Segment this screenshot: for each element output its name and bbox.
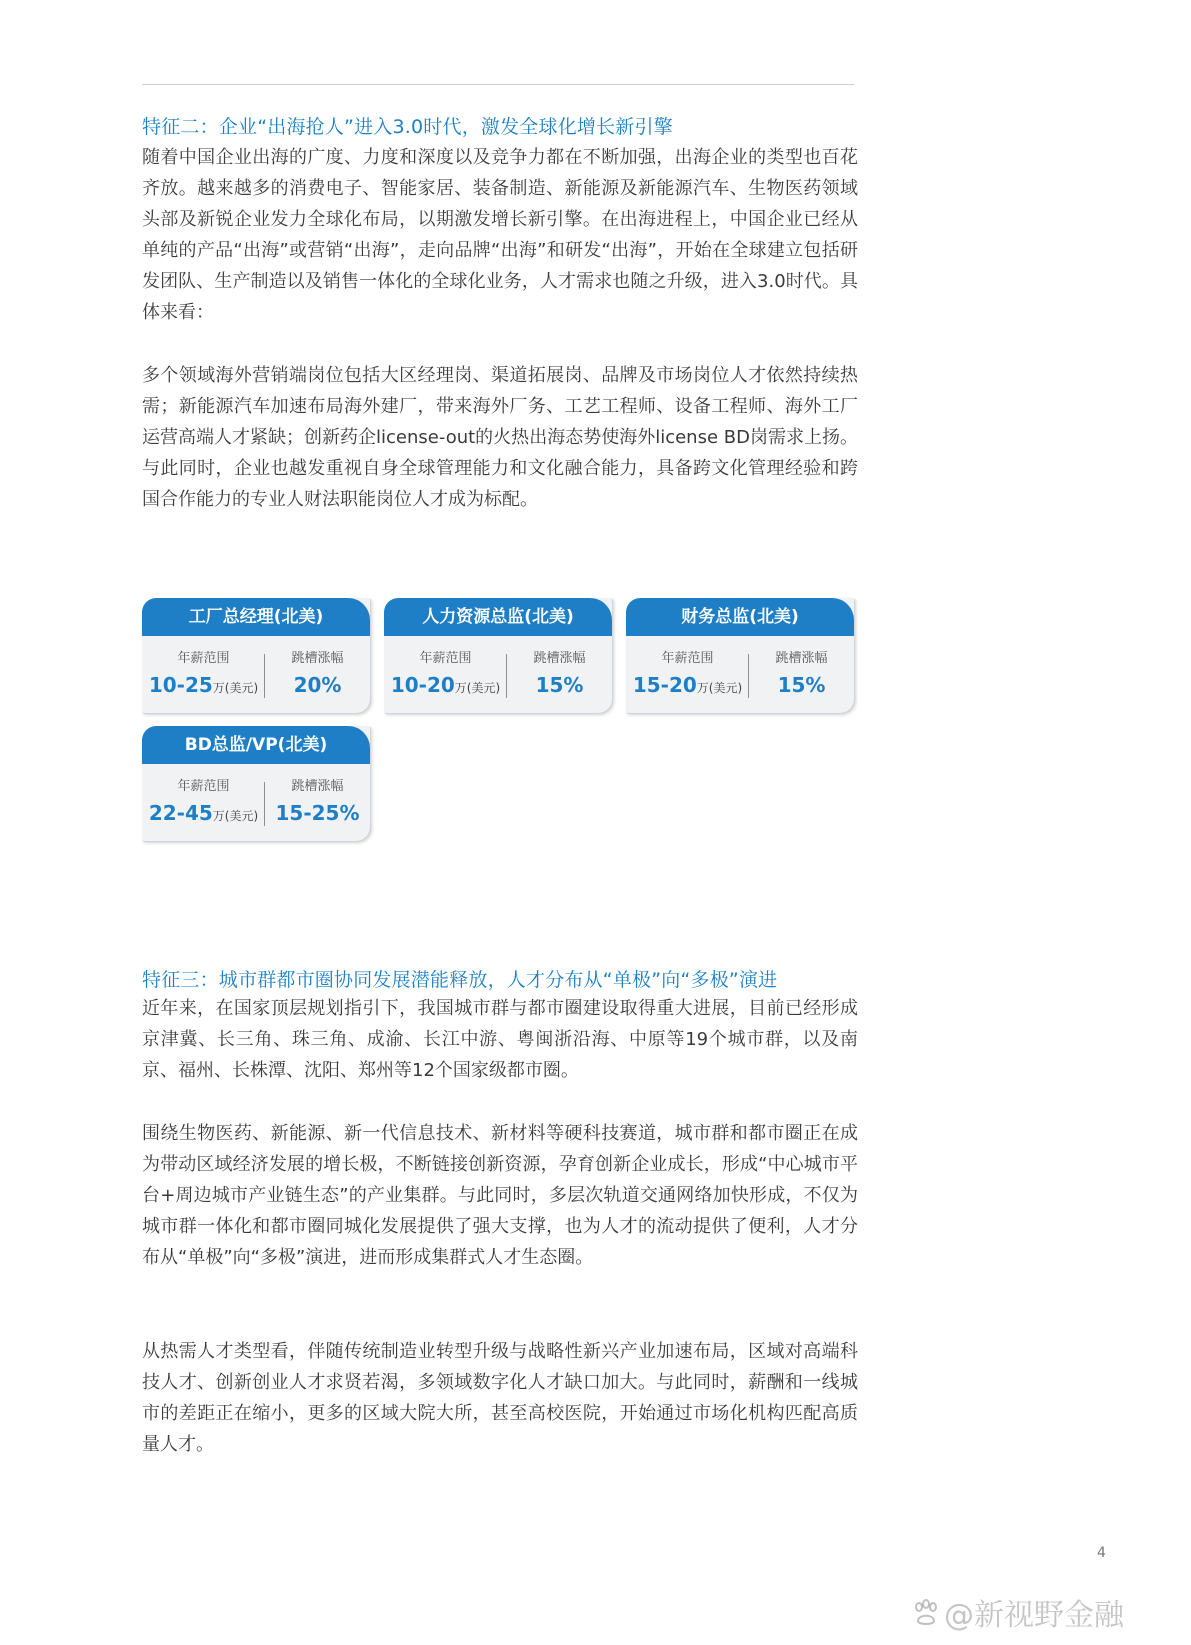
raise-value: 15-25% — [275, 801, 360, 825]
raise-value: 20% — [293, 673, 342, 697]
section3-paragraph-1: 近年来，在国家顶层规划指引下，我国城市群与都市圈建设取得重大进展，目前已经形成京津冀、长三角、珠三角、成渝、长江中游、粤闽浙沿海、中原等19个城市群，以及南京、福州、长株潭、沈阳、郑州等12个国家级都市圈。 — [142, 998, 858, 1081]
section3-paragraph-2: 围绕生物医药、新能源、新一代信息技术、新材料等硬科技赛道，城市群和都市圈正在成为带动区域经济发展的增长极，不断链接创新资源，孕育创新企业成长，形成“中心城市平台+周边城市产业链生态”的产业集群。与此同时，多层次轨道交通网络加快形成，不仅为城市群一体化和都市圈同城化发展提供了强大支撑，也为人才的流动提供了便利，人才分布从“单极”向“多极”演进，进而形成集群式人才生态圈。 — [142, 1123, 858, 1268]
salary-range-value: 22-45 — [148, 801, 213, 825]
card-title: BD总监/VP(北美) — [142, 726, 370, 764]
section2-paragraph-2: 多个领域海外营销端岗位包括大区经理岗、渠道拓展岗、品牌及市场岗位人才依然持续热需；新能源汽车加速布局海外建厂，带来海外厂务、工艺工程师、设备工程师、海外工厂运营高端人才紧缺；创新药企license-out的火热出海态势使海外license BD岗需求上扬。与此同时，企业也越发重视自身全球管理能力和文化融合能力，具备跨文化管理经验和跨国合作能力的专业人财法职能岗位人才成为标配。 — [142, 365, 858, 510]
salary-unit: 万(美元) — [454, 681, 501, 695]
salary-range-label: 年薪范围 — [661, 651, 714, 666]
salary-unit: 万(美元) — [696, 681, 743, 695]
salary-range-value: 15-20 — [632, 673, 697, 697]
salary-range-label: 年薪范围 — [419, 651, 472, 666]
top-rule — [142, 84, 854, 85]
salary-range-value: 10-20 — [390, 673, 455, 697]
salary-card-finance-director — [626, 598, 854, 713]
salary-card-bd-director — [142, 726, 370, 841]
section2-paragraph-1: 随着中国企业出海的广度、力度和深度以及竞争力都在不断加强，出海企业的类型也百花齐放。越来越多的消费电子、智能家居、装备制造、新能源及新能源汽车、生物医药领域头部及新锐企业发力全球化布局，以期激发增长新引擎。在出海进程上，中国企业已经从单纯的产品“出海”或营销“出海”，走向品牌“出海”和研发“出海”，开始在全球建立包括研发团队、生产制造以及销售一体化的全球化业务，人才需求也随之升级，进入3.0时代。具体来看： — [142, 147, 858, 323]
section3-heading: 特征三：城市群都市圈协同发展潜能释放，人才分布从“单极”向“多极”演进 — [142, 969, 778, 991]
raise-label: 跳槽涨幅 — [291, 651, 344, 666]
card-title: 人力资源总监(北美) — [384, 598, 612, 636]
raise-label: 跳槽涨幅 — [291, 779, 344, 794]
raise-value: 15% — [535, 673, 584, 697]
salary-range-label: 年薪范围 — [177, 651, 230, 666]
raise-value: 15% — [777, 673, 826, 697]
salary-card-hr-director — [384, 598, 612, 713]
paw-logo-icon — [910, 1597, 942, 1629]
raise-label: 跳槽涨幅 — [775, 651, 828, 666]
page-number: 4 — [1097, 1545, 1106, 1561]
watermark-text: @新视野金融 — [944, 1598, 1124, 1633]
salary-unit: 万(美元) — [212, 681, 259, 695]
salary-unit: 万(美元) — [212, 809, 259, 823]
salary-range-value: 10-25 — [148, 673, 213, 697]
salary-range-label: 年薪范围 — [177, 779, 230, 794]
card-title: 财务总监(北美) — [626, 598, 854, 636]
raise-label: 跳槽涨幅 — [533, 651, 586, 666]
card-title: 工厂总经理(北美) — [142, 598, 370, 636]
salary-card-factory-gm — [142, 598, 370, 713]
watermark — [910, 1590, 1124, 1634]
section3-paragraph-3: 从热需人才类型看，伴随传统制造业转型升级与战略性新兴产业加速布局，区域对高端科技人才、创新创业人才求贤若渴，多领域数字化人才缺口加大。与此同时，薪酬和一线城市的差距正在缩小，更多的区域大院大所，甚至高校医院，开始通过市场化机构匹配高质量人才。 — [142, 1341, 858, 1455]
section2-heading: 特征二：企业“出海抢人”进入3.0时代，激发全球化增长新引擎 — [142, 116, 673, 138]
